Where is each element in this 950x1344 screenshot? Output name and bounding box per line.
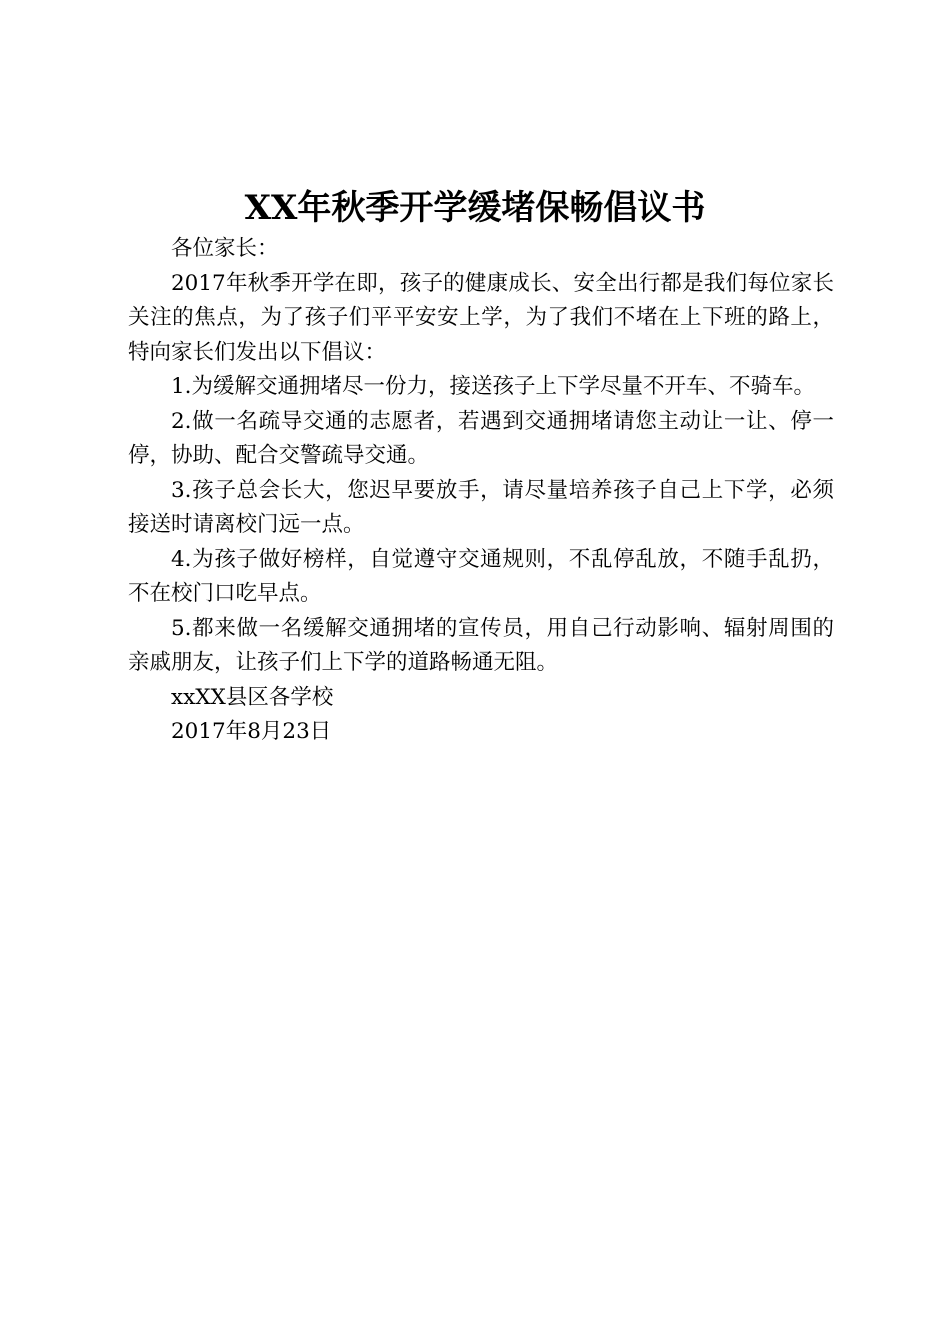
signature: xxXX县区各学校 bbox=[171, 684, 334, 710]
date: 2017年8月23日 bbox=[171, 719, 332, 744]
proposal-item-3: 3.孩子总会长大，您迟早要放手，请尽量培养孩子自己上下学，必须接送时请离校门远一点。 bbox=[128, 477, 834, 537]
proposal-item-2: 2.做一名疏导交通的志愿者，若遇到交通拥堵请您主动让一让、停一停，协助、配合交警疏导交通。 bbox=[128, 408, 834, 468]
intro-paragraph: 2017年秋季开学在即，孩子的健康成长、安全出行都是我们每位家长关注的焦点，为了孩子们平平安安上学，为了我们不堵在上下班的路上，特向家长们发出以下倡议： bbox=[128, 270, 834, 365]
proposal-item-4: 4.为孩子做好榜样，自觉遵守交通规则，不乱停乱放，不随手乱扔，不在校门口吃早点。 bbox=[128, 546, 834, 606]
proposal-item-5: 5.都来做一名缓解交通拥堵的宣传员，用自己行动影响、辐射周围的亲戚朋友，让孩子们上下学的道路畅通无阻。 bbox=[128, 615, 834, 675]
proposal-item-1: 1.为缓解交通拥堵尽一份力，接送孩子上下学尽量不开车、不骑车。 bbox=[171, 374, 816, 399]
salutation: 各位家长： bbox=[171, 236, 279, 261]
document-body bbox=[128, 232, 834, 750]
document-title: XX年秋季开学缓堵保畅倡议书 bbox=[244, 188, 706, 228]
